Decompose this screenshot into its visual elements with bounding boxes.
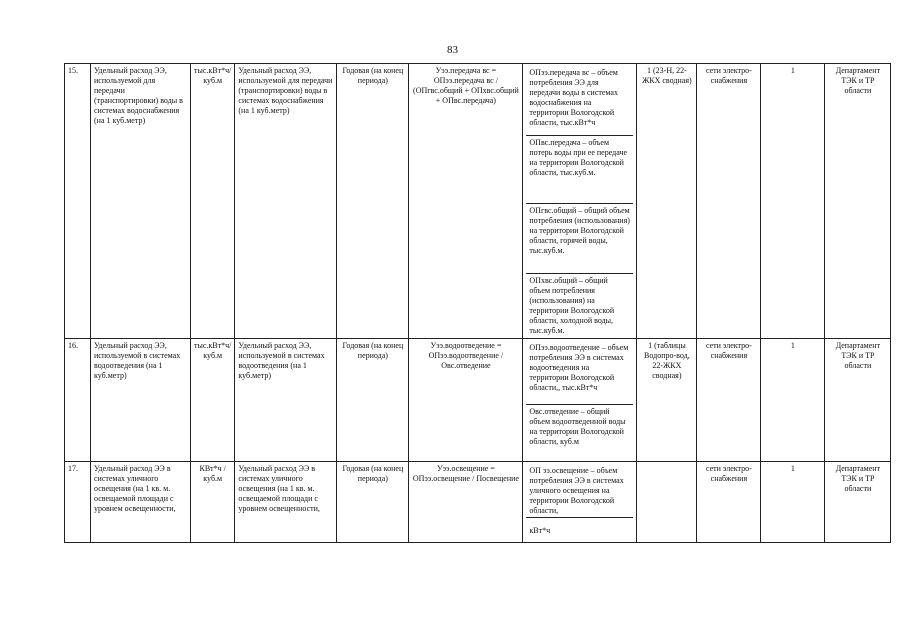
- group: сети электро-снабжения: [697, 462, 761, 543]
- indicator-definition: Удельный расход ЭЭ, используемой в системах водоотведения (на 1 куб.метр): [235, 339, 337, 462]
- level: 1: [761, 462, 825, 543]
- periodicity: Годовая (на конец периода): [337, 64, 409, 339]
- group: сети электро-снабжения: [697, 339, 761, 462]
- indicator-name: Удельный расход ЭЭ, используемой для передачи (транспортировки) воды в системах водоснабжения (на 1 куб.метр): [91, 64, 191, 339]
- variable-definition: ОПээ.водоотведение – объем потребления ЭЭ в системах водоотведения на территории Вологодской области,, тыс.кВт*ч: [526, 341, 633, 405]
- formula: Уээ.передача вс = ОПээ.передача вс / (ОПгвс.общий + ОПхвс.общий + ОПвс.передача): [409, 64, 523, 339]
- formula: Уээ.освещение = ОПээ.освещение / Посвещение: [409, 462, 523, 543]
- row-number: 15.: [65, 64, 91, 339]
- formula: Уээ.водоотведение = ОПээ.водоотведение / Овс.отведение: [409, 339, 523, 462]
- data-source: [637, 462, 697, 543]
- responsible: Департамент ТЭК и ТР области: [825, 339, 891, 462]
- table-row-17: [65, 462, 891, 543]
- row-number: 17.: [65, 462, 91, 543]
- level: 1: [761, 339, 825, 462]
- group: сети электро-снабжения: [697, 64, 761, 339]
- table-row-16: [65, 339, 891, 462]
- variable-definition: ОП ээ.освещение – объем потребления ЭЭ в системах уличного освещения на территории Вологодской области,: [526, 464, 633, 518]
- indicator-definition: Удельный расход ЭЭ, используемой для передачи (транспортировки) воды в системах водоснабжения (на 1 куб.метр): [235, 64, 337, 339]
- responsible: Департамент ТЭК и ТР области: [825, 462, 891, 543]
- unit: тыс.кВт*ч/куб.м: [191, 64, 235, 339]
- variable-definitions: [523, 462, 637, 543]
- variable-definition: Овс.отведение – общий объем водоотведенной воды на территории Вологодской области, куб.м: [529, 407, 626, 446]
- variable-definitions: [523, 64, 637, 339]
- variable-definition: ОПхвс.общий – общий объем потребления (использования) на территории Вологодской области, холодной воды, тыс.куб.м.: [529, 276, 615, 335]
- variable-definition: ОПээ.передача вс – объем потребления ЭЭ для передачи воды в системах водоснабжения на территории Вологодской области, тыс.кВт*ч: [526, 66, 633, 136]
- indicator-definition: Удельный расход ЭЭ в системах уличного освещения (на 1 кв. м. освещаемой площади с уровнем освещенности,: [235, 462, 337, 543]
- data-source: 1 (23-Н, 22-ЖКХ сводная): [637, 64, 697, 339]
- indicator-name: Удельный расход ЭЭ в системах уличного освещения (на 1 кв. м. освещаемой площади с уровнем освещенности,: [91, 462, 191, 543]
- indicators-table: [64, 63, 891, 543]
- responsible: Департамент ТЭК и ТР области: [825, 64, 891, 339]
- variable-definition: ОПгвс.общий – общий объем потребления (использования) на территории Вологодской области, горячей воды, тыс.куб.м.: [526, 204, 633, 274]
- data-source: 1 (таблицы Водопро-вод, 22-ЖКХ сводная): [637, 339, 697, 462]
- row-number: 16.: [65, 339, 91, 462]
- unit: тыс.кВт*ч/куб.м: [191, 339, 235, 462]
- table-row-15: [65, 64, 891, 339]
- periodicity: Годовая (на конец периода): [337, 462, 409, 543]
- page-number: 83: [447, 44, 458, 56]
- variable-definition: ОПвс.передача – объем потерь воды при ее передаче на территории Вологодской области, тыс.куб.м.: [526, 136, 633, 204]
- variable-definition: кВт*ч: [529, 526, 551, 535]
- indicator-name: Удельный расход ЭЭ, используемой в системах водоотведения (на 1 куб.метр): [91, 339, 191, 462]
- unit: КВт*ч / куб.м: [191, 462, 235, 543]
- periodicity: Годовая (на конец периода): [337, 339, 409, 462]
- variable-definitions: [523, 339, 637, 462]
- level: 1: [761, 64, 825, 339]
